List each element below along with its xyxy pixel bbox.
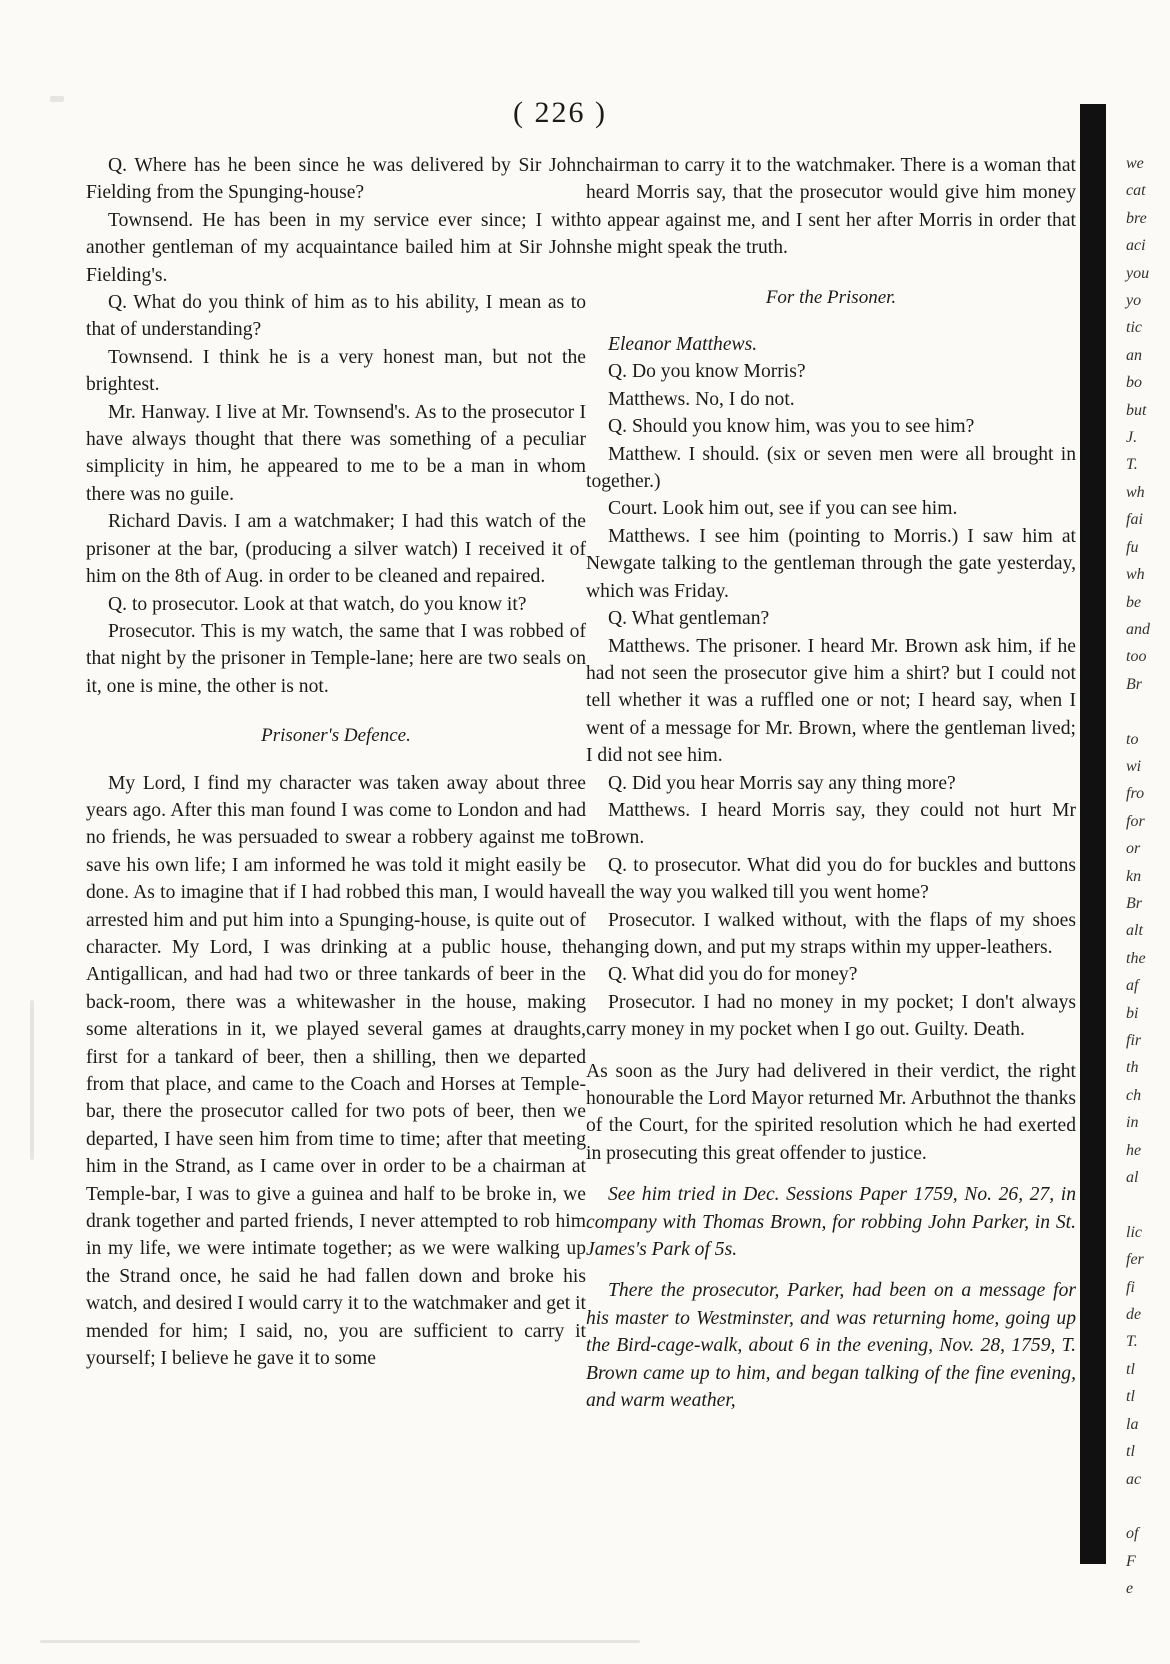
edge-fragment: ch <box>1126 1086 1142 1104</box>
edge-fragment: de <box>1126 1306 1142 1324</box>
paragraph: Prosecutor. This is my watch, the same that I was robbed of that night by the prisoner in Temple-lane; here are two seals on it, one is mine, the other is not. <box>86 620 586 697</box>
witness-name: Eleanor Matthews. <box>608 334 758 356</box>
edge-fragment: he <box>1126 1141 1142 1159</box>
paragraph: Court. Look him out, see if you can see him. <box>608 498 958 520</box>
edge-fragment: wh <box>1126 566 1145 584</box>
paragraph: Q. Where has he been since he was delivered by Sir John Fielding from the Spunging-house? <box>86 155 586 204</box>
paragraph: Q. What did you do for money? <box>608 964 858 986</box>
edge-fragment: alt <box>1126 922 1143 940</box>
edge-fragment: of <box>1126 1525 1139 1543</box>
edge-fragment: but <box>1126 401 1147 419</box>
defence-paragraph: My Lord, I find my character was taken away about three years ago. After this man found I was come to London and had no friends, he was persuaded to swear a robbery against me to save his own life; I am informed he was told it might easily be done. As to imagine that if I had robbed this man, I would have arrested him and put him into a Spunging-house, is quite out of character. My Lord, I was drinking at a public house, the Antigallican, and had had two or three tankards of beer in the back-room, there was a whitewasher in the house, making some alterations in it, we played several games at draughts, first for a tankard of beer, then a shilling, then we departed from that place, and came to the Coach and Horses at Temple-bar, there the prosecutor called for two pots of beer, then we departed, I have seen him from time to time; after that meeting him in the Strand, as I came over in order to be a chairman at Temple-bar, I was to give a guinea and half to be broke in, we drank together and parted friends, I never attempted to rob him in my life, we were intimate together; as we were walking up the Strand once, he said he had fallen down and broke his watch, and desired I would carry it to the watchmaker and get it mended for him; I said, no, you are sufficient to carry it yourself; I believe he gave it to some <box>86 772 587 1370</box>
paragraph: Mr. Hanway. I live at Mr. Townsend's. As to the prosecutor I have always thought that there was something of a peculiar simplicity in him, he appeared to me to be a man in whom there was no guile. <box>86 401 586 505</box>
see-note: See him tried in Dec. Sessions Paper 1759, No. 26, 27, in company with Thomas Brown, for robbing John Parker, in St. James's Park of 5s. <box>586 1184 1076 1261</box>
paragraph: Townsend. He has been in my service ever since; I with another gentleman of my acquaintance bailed him at Sir John Fielding's. <box>86 209 586 286</box>
edge-fragment: tl <box>1126 1443 1135 1461</box>
paragraph: Matthews. No, I do not. <box>608 388 795 410</box>
edge-fragment: bre <box>1126 209 1147 227</box>
edge-fragment: we <box>1126 155 1144 172</box>
edge-fragment: af <box>1126 977 1139 995</box>
edge-fragment: Br <box>1126 894 1142 912</box>
paragraph: chairman to carry it to the watchmaker. There is a woman that heard Morris say, that the prosecutor would give him money to appear against me, and I sent her after Morris in order that she might speak the truth. <box>586 155 1076 259</box>
paragraph: Matthews. I see him (pointing to Morris.) I saw him at Newgate talking to the gentleman through the gate yesterday, which was Friday. <box>586 525 1076 602</box>
edge-fragment: tic <box>1126 319 1142 337</box>
edge-fragment: al <box>1126 1169 1139 1187</box>
paragraph: Richard Davis. I am a watchmaker; I had this watch of the prisoner at the bar, (producing a silver watch) I received it of him on the 8th of Aug. in order to be cleaned and repaired. <box>86 511 586 588</box>
edge-fragment: aci <box>1126 237 1146 255</box>
edge-fragment: to <box>1126 730 1139 748</box>
edge-fragment: e <box>1126 1580 1134 1598</box>
edge-fragment: J. <box>1126 429 1138 447</box>
left-column <box>86 152 586 1372</box>
edge-fragment <box>1126 1191 1170 1218</box>
smudge <box>30 1000 34 1160</box>
edge-fragment: fai <box>1126 511 1143 529</box>
edge-fragment: in <box>1126 1114 1139 1132</box>
section-heading: Prisoner's Defence. <box>261 725 411 747</box>
edge-fragment: fu <box>1126 538 1139 556</box>
edge-fragment: fir <box>1126 1032 1142 1049</box>
page-number: ( 226 ) <box>513 96 607 129</box>
edge-fragment: for <box>1126 812 1145 830</box>
edge-fragment: too <box>1126 648 1147 666</box>
paragraph: Matthews. The prisoner. I heard Mr. Brown ask him, if he had not seen the prosecutor give him a shirt? but I could not tell whether it was a ruffled one or not; I heard say, when I went of a message for Mr. Brown, where the gentleman lived; I did not see him. <box>586 635 1076 767</box>
binding-shadow <box>1080 104 1106 1564</box>
edge-fragment: the <box>1126 949 1146 967</box>
edge-fragment: wi <box>1126 757 1142 775</box>
edge-fragment: and <box>1126 620 1150 638</box>
paragraph: Q. to prosecutor. What did you do for buckles and buttons all the way you walked till you went home? <box>586 854 1076 904</box>
edge-fragment <box>1126 698 1170 725</box>
edge-fragment: bi <box>1126 1004 1139 1022</box>
paragraph: Q. Did you hear Morris say any thing more? <box>608 772 956 794</box>
facing-page-edge <box>1126 150 1170 1598</box>
edge-fragment: fer <box>1126 1251 1144 1269</box>
edge-fragment: wh <box>1126 483 1145 501</box>
verdict-paragraph: As soon as the Jury had delivered in their verdict, the right honourable the Lord Mayor returned Mr. Arbuthnot the thanks of the Court, for the spirited resolution which he had exerted in prosecuting this great offender to justice. <box>586 1060 1076 1164</box>
edge-fragment: kn <box>1126 867 1142 885</box>
edge-fragment: Br <box>1126 675 1142 693</box>
smudge <box>40 1640 640 1643</box>
edge-fragment: tl <box>1126 1388 1135 1406</box>
paragraph: Q. to prosecutor. Look at that watch, do you know it? <box>108 593 527 615</box>
edge-fragment: bo <box>1126 374 1142 392</box>
paragraph: Q. What do you think of him as to his ability, I mean as to that of understanding? <box>86 292 586 341</box>
paragraph: Prosecutor. I had no money in my pocket; I don't always carry money in my pocket when I go out. Guilty. Death. <box>586 991 1076 1041</box>
edge-fragment: an <box>1126 346 1142 364</box>
paragraph: Q. Do you know Morris? <box>608 361 806 383</box>
edge-fragment: be <box>1126 593 1142 611</box>
paragraph: Prosecutor. I walked without, with the flaps of my shoes hanging down, and put my straps within my upper-leathers. <box>586 909 1076 958</box>
edge-fragment: T. <box>1126 456 1138 474</box>
edge-fragment: fi <box>1126 1278 1135 1296</box>
edge-fragment: lic <box>1126 1223 1142 1241</box>
edge-fragment: T. <box>1126 1333 1138 1351</box>
edge-fragment: yo <box>1126 292 1142 310</box>
section-heading: For the Prisoner. <box>765 286 897 308</box>
edge-fragment: or <box>1126 840 1141 858</box>
edge-fragment: th <box>1126 1059 1139 1077</box>
edge-fragment: fro <box>1126 785 1145 803</box>
edge-fragment: tl <box>1126 1360 1135 1378</box>
edge-fragment: you <box>1126 264 1150 282</box>
edge-fragment: ac <box>1126 1470 1142 1488</box>
edge-fragment: la <box>1126 1415 1139 1433</box>
paragraph: Matthew. I should. (six or seven men were all brought in together.) <box>586 443 1076 493</box>
edge-fragment <box>1126 1493 1170 1520</box>
right-column <box>586 152 1076 1414</box>
narrative-paragraph: There the prosecutor, Parker, had been on a message for his master to Westminster, and was returning home, going up the Bird-cage-walk, about 6 in the evening, Nov. 28, 1759, T. Brown came up to him, and began talking of the fine evening, and warm weather, <box>586 1280 1076 1412</box>
paragraph: Townsend. I think he is a very honest man, but not the brightest. <box>86 346 586 396</box>
paragraph: Matthews. I heard Morris say, they could not hurt Mr Brown. <box>586 799 1076 849</box>
paragraph: Q. What gentleman? <box>608 608 770 630</box>
edge-fragment: cat <box>1126 182 1146 200</box>
paragraph: Q. Should you know him, was you to see him? <box>608 416 975 438</box>
smudge <box>50 96 64 102</box>
edge-fragment: F <box>1126 1552 1136 1570</box>
